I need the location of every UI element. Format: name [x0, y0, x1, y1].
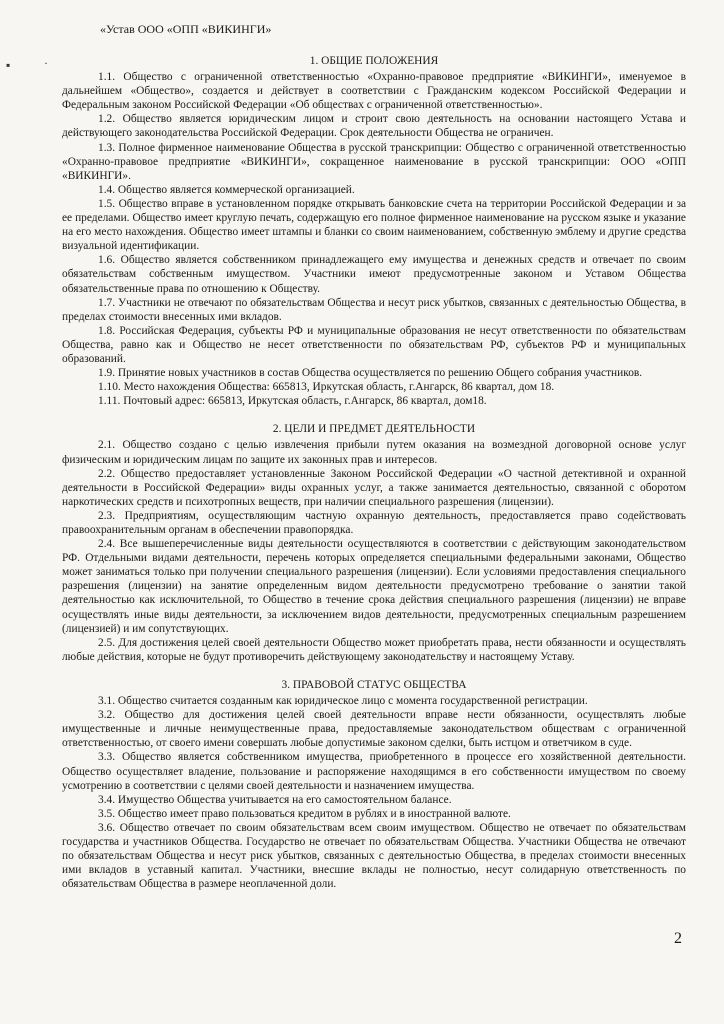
paragraph: 1.3. Полное фирменное наименование Общества в русской транскрипции: Общество с ограниченной ответственностью «Охранно-правовое предприятие «ВИКИНГИ», сокращенное наименование в русской транскрипции: ООО «ОПП «ВИКИНГИ».: [62, 141, 686, 182]
paragraph: 1.1. Общество с ограниченной ответственностью «Охранно-правовое предприятие «ВИКИНГИ», именуемое в дальнейшем «Общество», создается и действует в соответствии с Гражданским кодексом Российской Федерации и Федеральным законом Российской Федерации «Об обществах с ограниченной ответственностью».: [62, 71, 686, 112]
paragraph: 3.3. Общество является собственником имущества, приобретенного в процессе его хозяйственной деятельности. Общество осуществляет владение, пользование и распоряжение находящимся в его собственности имуществом по своему усмотрению в соответствии с целями своей деятельности и назначением имущества.: [62, 751, 686, 792]
paragraph: 1.6. Общество является собственником принадлежащего ему имущества и денежных средств и отвечает по своим обязательствам собственным имуществом. Участники имеют предусмотренные законом и Уставом Общества обязательственные права по отношению к Обществу.: [62, 254, 686, 295]
paragraph: 1.8. Российская Федерация, субъекты РФ и муниципальные образования не несут ответственности по обязательствам Общества, равно как и Общество не несет ответственности по обязательствам РФ, субъектов РФ и муниципальных образований.: [62, 324, 686, 365]
document-header: «Устав ООО «ОПП «ВИКИНГИ»: [100, 22, 272, 36]
paragraph: 1.2. Общество является юридическим лицом и строит свою деятельность на основании настоящего Устава и действующего законодательства Российской Федерации. Срок деятельности Общества не ограничен.: [62, 113, 686, 140]
paragraph: 3.5. Общество имеет право пользоваться кредитом в рублях и в иностранной валюте.: [98, 807, 511, 820]
page-number: 2: [674, 930, 682, 947]
paragraph: 1.9. Принятие новых участников в состав Общества осуществляется по решению Общего собрания участников.: [98, 367, 643, 380]
paragraph: 1.4. Общество является коммерческой организацией.: [98, 183, 355, 196]
section-legal-status: [62, 678, 686, 891]
paragraph: 3.4. Имущество Общества учитывается на его самостоятельном балансе.: [98, 793, 452, 806]
paragraph: 3.6. Общество отвечает по своим обязательствам всем своим имуществом. Общество не отвечает по обязательствам государства и участников Общества. Государство не отвечает по обязательствам Общества. Участники Общества не отвечают по обязательствам Общества и несут риск убытков, связанных с деятельностью Общества, в пределах стоимости внесенных ими вкладов в уставный капитал. Участники, внесшие вклады не полностью, несут солидарную ответственность по обязательствам Общества в размере неоплаченной доли.: [62, 821, 686, 891]
paragraph: 2.1. Общество создано с целью извлечения прибыли путем оказания на возмездной договорной основе услуг физическим и юридическим лицам по защите их законных прав и интересов.: [62, 439, 686, 466]
paragraph: 2.3. Предприятиям, осуществляющим частную охранную деятельность, предоставляется право содействовать правоохранительным органам в обеспечении правопорядка.: [62, 509, 686, 536]
paragraph: 1.7. Участники не отвечают по обязательствам Общества и несут риск убытков, связанных с деятельностью Общества, в пределах стоимости внесенных ими вкладов.: [62, 296, 686, 323]
scan-mark: ▪: [6, 58, 11, 72]
paragraph: 3.1. Общество считается созданным как юридическое лицо с момента государственной регистрации.: [98, 695, 588, 708]
section-goals-and-activities: [62, 422, 686, 664]
paragraph: 2.4. Все вышеперечисленные виды деятельности осуществляются в соответствии с действующим законодательством РФ. Отдельными видами деятельности, перечень которых определяется специальными федеральными законами, Общество может заниматься только при получении специального разрешения (лицензии). Если условиями предоставления специального разрешения (лицензии) на занятие определенным видом деятельности предусмотрено требование о занятии такой деятельностью как исключительной, то Общество в течение срока действия специального разрешения (лицензии) не вправе осуществлять иные виды деятельности, за исключением видов деятельности, предусмотренных специальным разрешением (лицензией) и им сопутствующих.: [62, 538, 686, 635]
paragraph: 1.5. Общество вправе в установленном порядке открывать банковские счета на территории Российской Федерации и за ее пределами. Общество имеет круглую печать, содержащую его полное фирменное наименование на русском языке и указание на его место нахождения. Общество имеет штампы и бланки со своим наименованием, собственную эмблему и другие средства визуальной идентификации.: [62, 197, 686, 253]
paragraph: 1.11. Почтовый адрес: 665813, Иркутская область, г.Ангарск, 86 квартал, дом18.: [98, 395, 487, 408]
section-title: 3. ПРАВОВОЙ СТАТУС ОБЩЕСТВА: [281, 678, 467, 691]
section-title: 1. ОБЩИЕ ПОЛОЖЕНИЯ: [309, 55, 439, 67]
paragraph: 2.2. Общество предоставляет установленные Законом Российской Федерации «О частной детективной и охранной деятельности в Российской Федерации» виды охранных услуг, а также занимается деятельностью, связанной с оборотом наркотических средств и психотропных веществ, при наличии специального разрешения (лицензии).: [62, 467, 686, 508]
paragraph: 2.5. Для достижения целей своей деятельности Общество может приобретать права, нести обязанности и осуществлять любые действия, которые не будут противоречить действующему законодательству и настоящему Уставу.: [62, 636, 686, 663]
document-body: [62, 54, 686, 891]
section-title: 2. ЦЕЛИ И ПРЕДМЕТ ДЕЯТЕЛЬНОСТИ: [272, 423, 476, 436]
paragraph: 1.10. Место нахождения Общества: 665813, Иркутская область, г.Ангарск, 86 квартал, дом 18.: [98, 381, 555, 394]
section-general-provisions: [62, 54, 686, 408]
scan-mark: ·: [44, 56, 48, 70]
paragraph: 3.2. Общество для достижения целей своей деятельности вправе нести обязанности, осуществлять любые имущественные и личные неимущественные права, предоставляемые законодательством обществам с ограниченной ответственностью, от своего имени совершать любые допустимые законом сделки, быть истцом и ответчиком в суде.: [62, 709, 686, 750]
